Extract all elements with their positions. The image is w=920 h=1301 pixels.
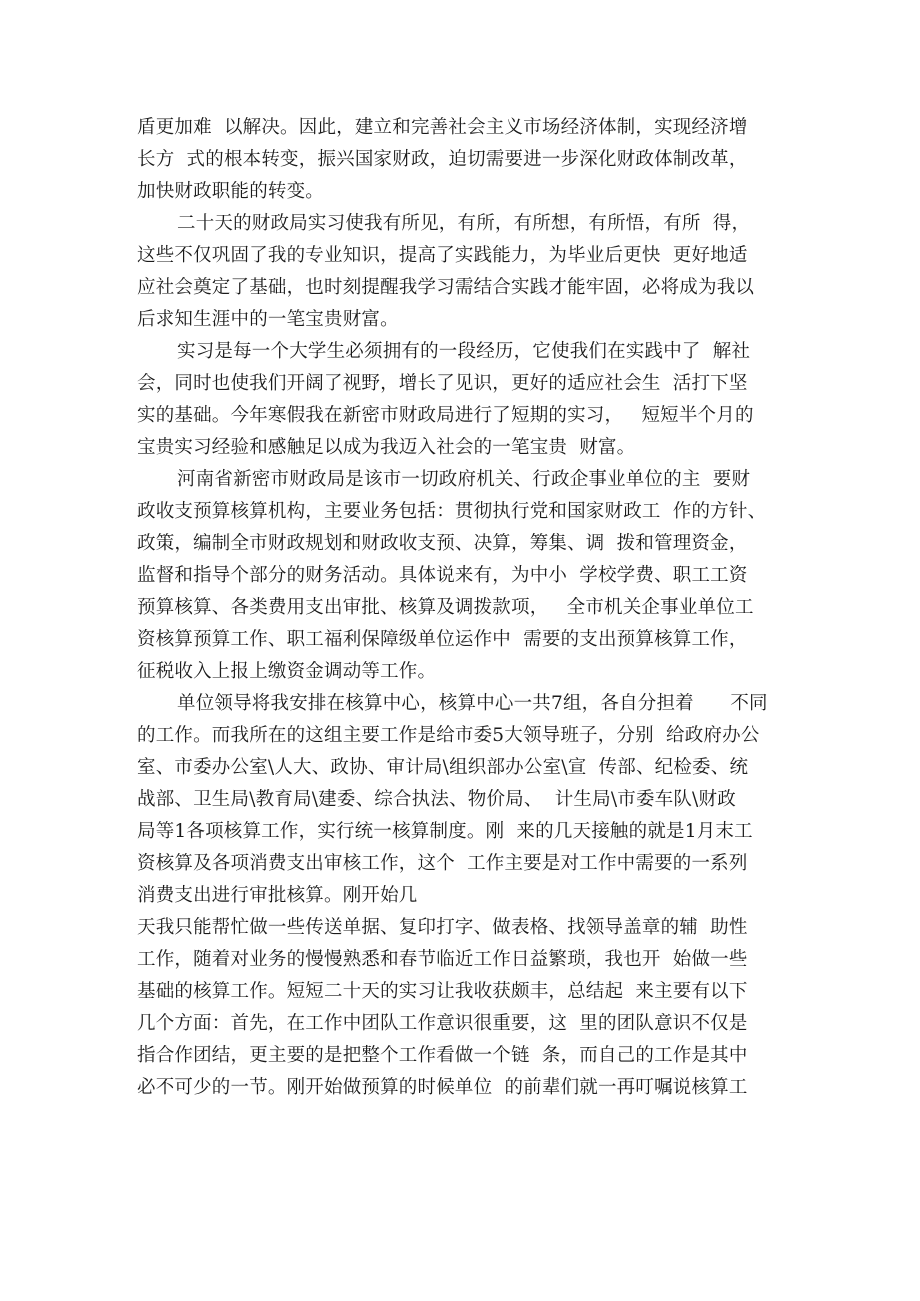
text-line: 应社会奠定了基础，也时刻提醒我学习需结合实践才能牢固，必将成为我以 xyxy=(137,277,755,298)
text-line: 消费支出进行审批核算。刚开始几 xyxy=(137,885,418,906)
text-line: 政收支预算核算机构，主要业务包括：贯彻执行党和国家财政工 作的方针、 xyxy=(137,501,767,522)
text-line: 长方 式的根本转变，振兴国家财政，迫切需要进一步深化财政体制改革， xyxy=(137,149,748,170)
text-line: 基础的核算工作。短短二十天的实习让我收获颇丰，总结起 来主要有以下 xyxy=(137,981,748,1002)
text-line: 指合作团结，更主要的是把整个工作看做一个链 条，而自己的工作是其中 xyxy=(137,1045,748,1066)
text-line: 的工作。而我所在的这组主要工作是给市委5大领导班子，分别 给政府办公 xyxy=(137,725,760,746)
text-line: 征税收入上报上缴资金调动等工作。 xyxy=(137,661,437,682)
text-line: 监督和指导个部分的财务活动。具体说来有，为中小 学校学费、职工工资 xyxy=(137,565,748,586)
text-line: 实的基础。今年寒假我在新密市财政局进行了短期的实习， 短短半个月的 xyxy=(137,405,754,426)
text-line: 战部、卫生局\教育局\建委、综合执法、物价局、 计生局\市委车队\财政 xyxy=(137,789,736,810)
text-line: 工作，随着对业务的慢慢熟悉和春节临近工作日益繁琐，我也开 始做一些 xyxy=(137,949,748,970)
text-line: 资核算预算工作、职工福利保障级单位运作中 需要的支出预算核算工作， xyxy=(137,629,748,650)
text-line: 资核算及各项消费支出审核工作，这个 工作主要是对工作中需要的一系列 xyxy=(137,853,748,874)
text-line: 后求知生涯中的一笔宝贵财富。 xyxy=(137,309,399,330)
paragraph-start-line: 单位领导将我安排在核算中心，核算中心一共7组，各自分担着 不同 xyxy=(177,693,768,714)
text-line: 天我只能帮忙做一些传送单据、复印打字、做表格、找领导盖章的辅 助性 xyxy=(137,917,748,938)
paragraph-start-line: 二十天的财政局实习使我有所见，有所，有所想，有所悟，有所 得， xyxy=(177,213,751,234)
text-line: 加快财政职能的转变。 xyxy=(137,181,325,202)
paragraph-start-line: 河南省新密市财政局是该市一切政府机关、行政企事业单位的主 要财 xyxy=(177,469,751,490)
text-line: 盾更加难 以解决。因此，建立和完善社会主义市场经济体制，实现经济增 xyxy=(137,117,748,138)
paragraph-start-line: 实习是每一个大学生必须拥有的一段经历，它使我们在实践中了 解社 xyxy=(177,341,751,362)
text-line: 宝贵实习经验和感触足以成为我迈入社会的一笔宝贵 财富。 xyxy=(137,437,636,458)
text-line: 必不可少的一节。刚开始做预算的时候单位 的前辈们就一再叮嘱说核算工 xyxy=(137,1077,748,1098)
text-line: 几个方面：首先，在工作中团队工作意识很重要，这 里的团队意识不仅是 xyxy=(137,1013,748,1034)
text-line: 预算核算、各类费用支出审批、核算及调拨款项， 全市机关企事业单位工 xyxy=(137,597,754,618)
text-line: 政策，编制全市财政规划和财政收支预、决算，筹集、调 拨和管理资金， xyxy=(137,533,748,554)
text-line: 会，同时也使我们开阔了视野，增长了见识，更好的适应社会生 活打下坚 xyxy=(137,373,748,394)
text-line: 室、市委办公室\人大、政协、审计局\组织部办公室\宣 传部、纪检委、统 xyxy=(137,757,749,778)
text-line: 局等1各项核算工作，实行统一核算制度。刚 来的几天接触的就是1月末工 xyxy=(137,821,753,842)
text-line: 这些不仅巩固了我的专业知识，提高了实践能力，为毕业后更快 更好地适 xyxy=(137,245,748,266)
